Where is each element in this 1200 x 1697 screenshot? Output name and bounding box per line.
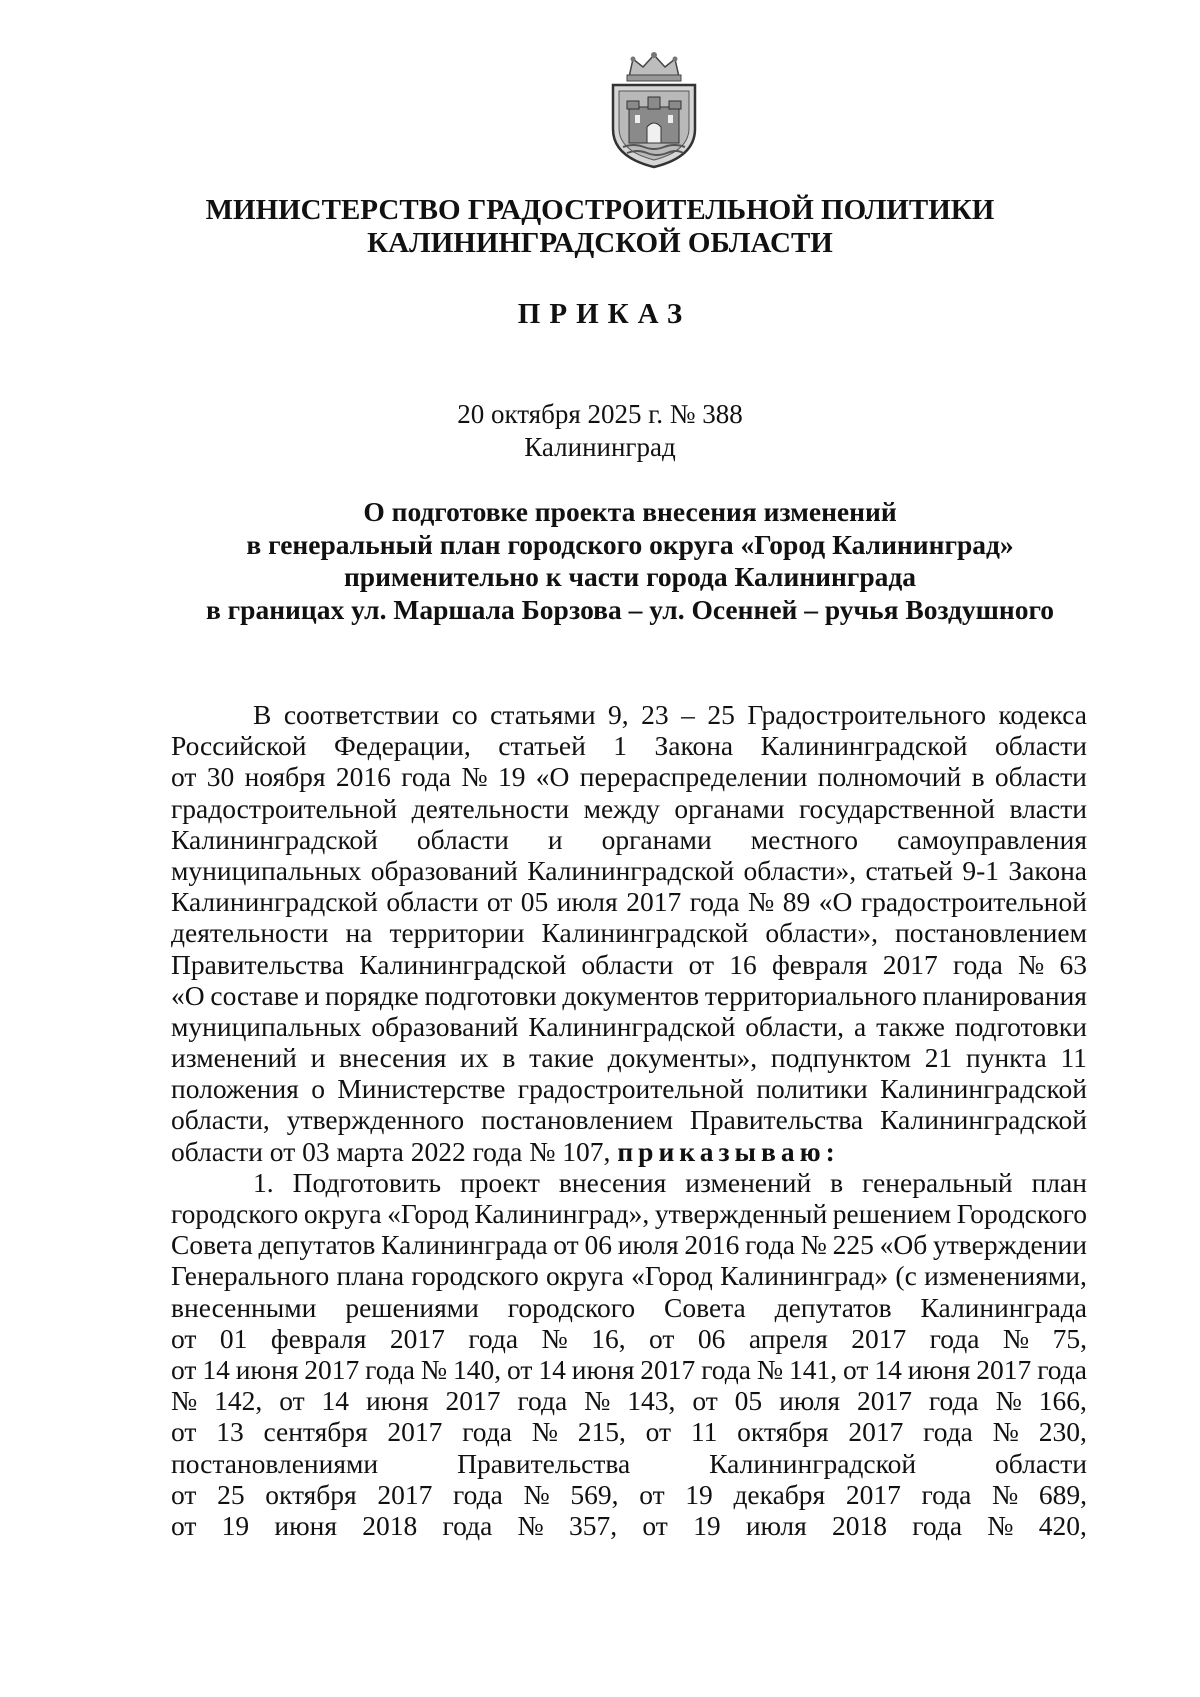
body-line: от 01 февраля 2017 года № 16, от 06 апреля 2017 года № 75, xyxy=(171,1322,1087,1354)
subject-line4: в границах ул. Маршала Борзова – ул. Осенней – ручья Воздушного xyxy=(205,593,1055,625)
order-body xyxy=(171,699,1087,1541)
body-line: Совета депутатов Калининграда от 06 июля 2016 года № 225 «Об утверждении xyxy=(171,1229,1087,1261)
ministry-title xyxy=(0,194,1200,260)
order-subject xyxy=(170,496,1090,626)
subject-line3: применительно к части города Калининграда xyxy=(343,561,917,592)
body-line: области от 03 марта 2022 года № 107, xyxy=(171,1135,611,1167)
coat-of-arms-icon xyxy=(599,49,709,171)
city: Калининград xyxy=(524,432,676,462)
body-line: от 25 октября 2017 года № 569, от 19 декабря 2017 года № 689, xyxy=(171,1478,1087,1510)
body-line: деятельности на территории Калининградской области», постановлением xyxy=(171,917,1087,949)
body-line: изменений и внесения их в такие документы», подпунктом 21 пункта 11 xyxy=(171,1042,1087,1074)
body-line: Калининградской области от 05 июля 2017 года № 89 «О градостроительной xyxy=(171,886,1087,918)
body-line: постановлениями Правительства Калининградской области xyxy=(171,1447,1087,1479)
body-line: градостроительной деятельности между органами государственной власти xyxy=(171,792,1087,824)
order-word: приказываю: xyxy=(617,1135,840,1167)
body-line: положения о Министерстве градостроительной политики Калининградской xyxy=(171,1073,1087,1105)
body-line: от 13 сентября 2017 года № 215, от 11 октября 2017 года № 230, xyxy=(171,1416,1087,1448)
body-line: от 19 июня 2018 года № 357, от 19 июля 2018 года № 420, xyxy=(171,1509,1087,1541)
body-line-with-order-word xyxy=(171,1136,1087,1167)
ministry-title-line1: МИНИСТЕРСТВО ГРАДОСТРОИТЕЛЬНОЙ ПОЛИТИКИ xyxy=(205,194,995,226)
body-line: Российской Федерации, статьей 1 Закона Калининградской области xyxy=(171,730,1087,762)
document-type: ПРИКАЗ xyxy=(517,298,692,330)
subject-line2: в генеральный план городского округа «Город Калининград» xyxy=(246,528,1014,560)
body-line: муниципальных образований Калининградской области», статьей 9-1 Закона xyxy=(171,854,1087,886)
body-line: внесенными решениями городского Совета депутатов Калининграда xyxy=(171,1291,1087,1323)
body-line: муниципальных образований Калининградской области, а также подготовки xyxy=(171,1010,1087,1042)
body-line: 1. Подготовить проект внесения изменений в генеральный план xyxy=(253,1166,1087,1198)
date-and-number: 20 октября 2025 г. № 388 xyxy=(457,399,743,429)
body-line: от 30 ноября 2016 года № 19 «О перераспределении полномочий в области xyxy=(171,761,1087,793)
body-line: «О составе и порядке подготовки документов территориального планирования xyxy=(171,979,1087,1011)
body-line: городского округа «Город Калининград», утвержденный решением Городского xyxy=(171,1198,1087,1229)
subject-line1: О подготовке проекта внесения изменений xyxy=(363,496,897,527)
body-line: от 14 июня 2017 года № 140, от 14 июня 2017 года № 141, от 14 июня 2017 года xyxy=(171,1353,1087,1385)
body-line: области, утвержденного постановлением Правительства Калининградской xyxy=(171,1104,1087,1136)
body-line: Калининградской области и органами местного самоуправления xyxy=(171,823,1087,855)
ministry-title-line2: КАЛИНИНГРАДСКОЙ ОБЛАСТИ xyxy=(367,227,833,259)
body-line: Правительства Калининградской области от 16 февраля 2017 года № 63 xyxy=(171,948,1087,980)
body-line: В соответствии со статьями 9, 23 – 25 Градостроительного кодекса xyxy=(253,699,1087,730)
body-line: № 142, от 14 июня 2017 года № 143, от 05 июля 2017 года № 166, xyxy=(171,1385,1087,1417)
body-line: Генерального плана городского округа «Город Калининград» (с изменениями, xyxy=(171,1260,1087,1292)
